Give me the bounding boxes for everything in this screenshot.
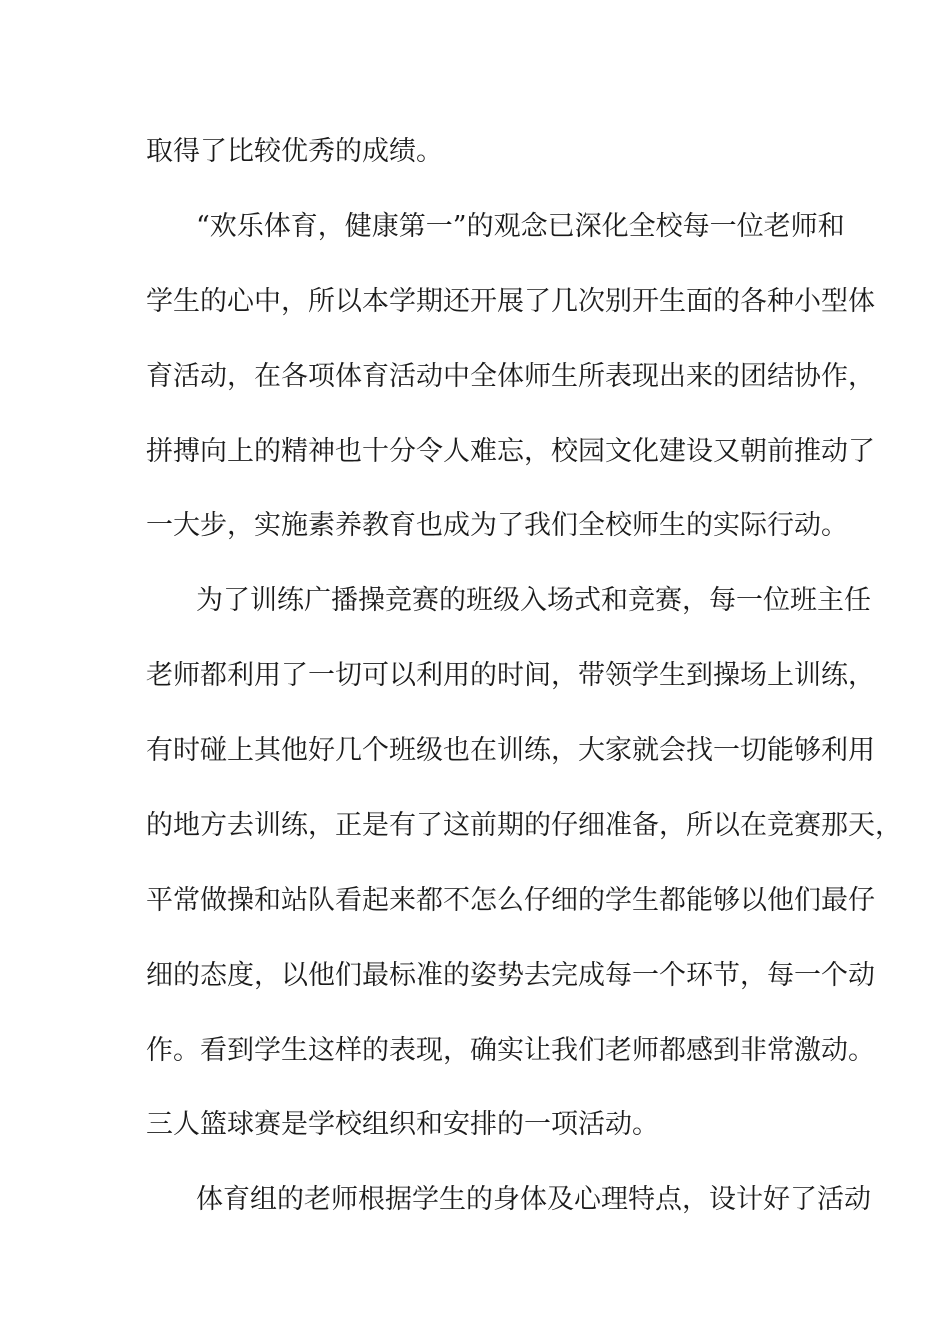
paragraph-line: 平常做操和站队看起来都不怎么仔细的学生都能够以他们最仔 xyxy=(146,885,875,916)
paragraph-line: 学生的心中，所以本学期还开展了几次别开生面的各种小型体 xyxy=(146,286,875,317)
paragraph-line: 育活动，在各项体育活动中全体师生所表现出来的团结协作， xyxy=(146,361,875,392)
paragraph-line: 体育组的老师根据学生的身体及心理特点，设计好了活动 xyxy=(196,1184,871,1215)
paragraph-line: 细的态度，以他们最标准的姿势去完成每一个环节，每一个动 xyxy=(146,960,875,991)
paragraph-line: 三人篮球赛是学校组织和安排的一项活动。 xyxy=(146,1109,659,1140)
paragraph-line: 有时碰上其他好几个班级也在训练，大家就会找一切能够利用 xyxy=(146,735,875,766)
paragraph-line: 作。看到学生这样的表现，确实让我们老师都感到非常激动。 xyxy=(146,1035,875,1066)
paragraph-line: “欢乐体育，健康第一”的观念已深化全校每一位老师和 xyxy=(196,211,845,242)
paragraph-line: 拼搏向上的精神也十分令人难忘，校园文化建设又朝前推动了 xyxy=(146,436,875,467)
paragraph-line: 取得了比较优秀的成绩。 xyxy=(146,136,443,167)
paragraph-line: 为了训练广播操竞赛的班级入场式和竞赛，每一位班主任 xyxy=(196,585,871,616)
paragraph-line: 一大步，实施素养教育也成为了我们全校师生的实际行动。 xyxy=(146,510,848,541)
paragraph-line: 老师都利用了一切可以利用的时间，带领学生到操场上训练， xyxy=(146,660,875,691)
paragraph-line: 的地方去训练，正是有了这前期的仔细准备，所以在竞赛那天， xyxy=(146,810,902,841)
